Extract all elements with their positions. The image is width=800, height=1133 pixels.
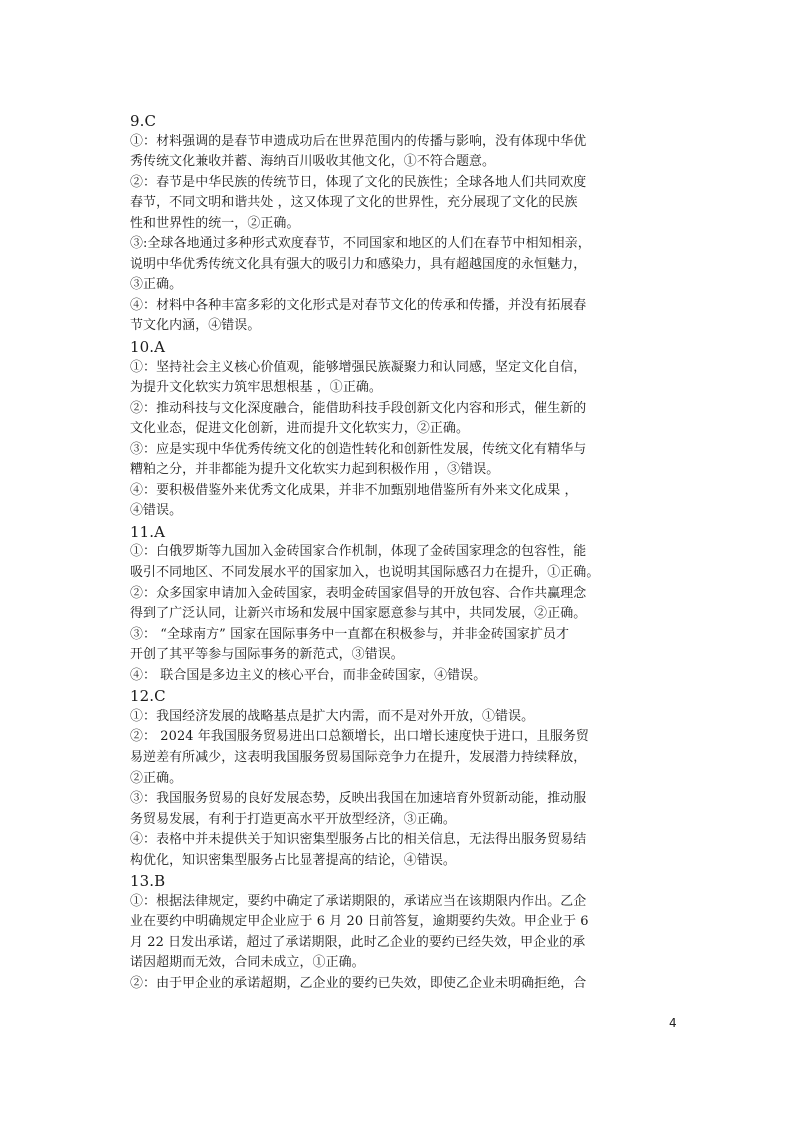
question-11-answer: 11.A [130,522,166,541]
question-block-11 [130,522,675,686]
question-12-item-2: ②： 2024 年我国服务贸易进出口总额增长，出口增长速度快于进口，且服务贸 易逆差有所减少，这表明我国服务贸易国际竞争力在提升，发展潜力持续释放， ②正确。 [130,729,589,786]
question-10-item-2: ②：推动科技与文化深度融合，能借助科技手段创新文化内容和形式，催生新的 文化业态，促进文化创新，进而提升文化软实力，②正确。 [130,400,587,437]
question-11-item-4: ④： 联合国是多边主义的核心平台，而非金砖国家，④错误。 [130,667,487,683]
question-10-answer: 10.A [130,338,166,357]
question-10-item-4: ④：要积极借鉴外来优秀文化成果，并非不加甄别地借鉴所有外来文化成果 ， ④错误。 [130,482,578,519]
question-block-10 [130,337,675,522]
question-9-item-4: ④：材料中各种丰富多彩的文化形式是对春节文化的传承和传播，并没有拓展春 节文化内涵，④错误。 [130,297,587,334]
question-9-item-2: ②：春节是中华民族的传统节日，体现了文化的民族性；全球各地人们共同欢度 春节，不同文明和谐共处 ，这又体现了文化的世界性，充分展现了文化的民族 性和世界性的统一，②正确。 [130,174,587,231]
question-11-item-3: ③： “全球南方” 国家在国际事务中一直都在积极参与，并非金砖国家扩员才 开创了其平等参与国际事务的新范式，③错误。 [130,626,570,663]
answer-explanations [130,111,675,995]
question-10-item-3: ③：应是实现中华优秀传统文化的创造性转化和创新性发展，传统文化有精华与 糟粕之分，并非都能为提升文化软实力起到积极作用 ，③错误。 [130,441,587,478]
question-13-item-2: ②：由于甲企业的承诺超期，乙企业的要约已失效，即使乙企业未明确拒绝，合 [130,975,587,991]
question-9-item-3: ③:全球各地通过多种形式欢度春节，不同国家和地区的人们在春节中相知相亲， 说明中华优秀传统文化具有强大的吸引力和感染力，具有超越国度的永恒魅力， ③正确。 [130,236,591,293]
question-10-item-1: ①：坚持社会主义核心价值观，能够增强民族凝聚力和认同感，坚定文化自信， 为提升文化软实力筑牢思想根基 ，①正确。 [130,359,587,396]
question-13-answer: 13.B [130,872,166,891]
question-block-13 [130,871,675,994]
page-number: 4 [669,1016,677,1030]
question-11-item-2: ②：众多国家申请加入金砖国家，表明金砖国家倡导的开放包容、合作共赢理念 得到了广泛认同，让新兴市场和发展中国家愿意参与其中，共同发展，②正确。 [130,585,587,622]
question-11-item-1: ①：白俄罗斯等九国加入金砖国家合作机制，体现了金砖国家理念的包容性，能 吸引不同地区、不同发展水平的国家加入，也说明其国际感召力在提升，①正确。 [130,544,600,581]
question-12-item-4: ④：表格中并未提供关于知识密集型服务占比的相关信息，无法得出服务贸易结 构优化，知识密集型服务占比显著提高的结论，④错误。 [130,832,587,868]
question-13-item-1: ①：根据法律规定，要约中确定了承诺期限的，承诺应当在该期限内作出。乙企 业在要约中明确规定甲企业应于 6 月 20 日前答复，逾期要约失效。甲企业于 6 月 22 日发出承诺，超过了承诺期限，此时乙企业的要约已经失效，甲企业的承 诺因超期而无效，合同未成立，①正确。 [130,893,589,971]
question-12-answer: 12.C [130,687,166,706]
question-block-9 [130,111,675,337]
question-12-item-1: ①：我国经济发展的战略基点是扩大内需，而不是对外开放，①错误。 [130,708,535,724]
question-9-item-1: ①：材料强调的是春节申遗成功后在世界范围内的传播与影响，没有体现中华优 秀传统文化兼收并蓄、海纳百川吸收其他文化，①不符合题意。 [130,133,587,170]
question-12-item-3: ③：我国服务贸易的良好发展态势，反映出我国在加速培育外贸新动能，推动服 务贸易发展，有利于打造更高水平开放型经济，③正确。 [130,791,587,827]
question-9-answer: 9.C [130,112,157,130]
question-block-12 [130,686,675,871]
